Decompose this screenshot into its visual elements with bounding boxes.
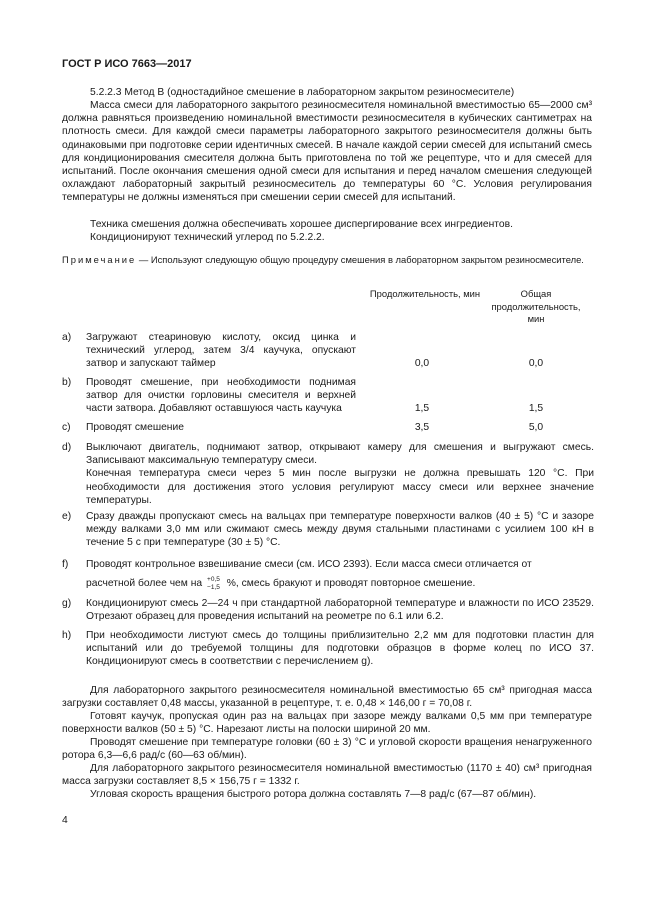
closing-paragraph-4: Для лабораторного закрытого резиносмесителя номинальной вместимостью (1170 ± 40) см³ пригодная масса загрузки составляет 8,5 × 156,75 г = 1332 г. xyxy=(62,763,592,788)
note-label: Примечание xyxy=(62,254,137,265)
step-row-a xyxy=(62,331,594,371)
paragraph-condition: Кондиционируют технический углерод по 5.2.2.2. xyxy=(90,232,325,243)
step-letter: e) xyxy=(62,511,72,522)
step-letter: a) xyxy=(62,332,72,343)
step-total: 5,0 xyxy=(528,422,544,433)
step-row-d xyxy=(62,441,594,507)
step-text-main: Выключают двигатель, поднимают затвор, открывают камеру для смешения и выгружают смесь. Записывают максимальную температуру смеси. xyxy=(86,442,594,467)
paragraph-technique: Техника смешения должна обеспечивать хорошее диспергирование всех ингредиентов. xyxy=(90,219,513,230)
step-text xyxy=(86,558,594,591)
step-row-b xyxy=(62,376,594,416)
step-letter: h) xyxy=(62,630,72,641)
step-text-main: Проводят контрольное взвешивание смеси (см. ИСО 2393). Если масса смеси отличается от xyxy=(86,559,532,570)
step-text-tolerance-line xyxy=(86,576,594,591)
step-text: Загружают стеариновую кислоту, оксид цинка и технический углерод, затем 3/4 каучука, опускают затвор и запускают таймер xyxy=(86,332,356,370)
step-letter: d) xyxy=(62,442,72,453)
note-text: — Используют следующую общую процедуру смешения в лабораторном закрытом резиносмесителе. xyxy=(136,254,584,265)
step-letter: c) xyxy=(62,422,71,433)
step-duration: 1,5 xyxy=(414,403,430,414)
document-header: ГОСТ Р ИСО 7663—2017 xyxy=(62,58,192,70)
closing-paragraph-5: Угловая скорость вращения быстрого ротора должна составлять 7—8 рад/с (67—87 об/мин). xyxy=(90,789,537,800)
step-text: Проводят смешение, при необходимости поднимая затвор для очистки горловины смесителя и верхней части затвора. Добавляют оставшуюся часть каучука xyxy=(86,377,356,415)
tolerance-minus: −1,5 xyxy=(207,583,220,591)
step-row-g xyxy=(62,597,594,625)
step-text-extra: Конечная температура смеси через 5 мин после выгрузки не должна превышать 120 °С. При необходимости для достижения этого условия регулируют массу смеси или верхнее значение температуры. xyxy=(86,468,594,506)
step-row-c xyxy=(62,421,594,435)
step-letter: f) xyxy=(62,559,69,570)
step-text-pre: расчетной более чем на xyxy=(86,578,203,590)
closing-paragraph-3: Проводят смешение при температуре головки (60 ± 3) °С и угловой скорости вращения ненагруженного ротора 6,3—6,6 рад/с (60—63 об/мин). xyxy=(62,737,592,762)
page-number: 4 xyxy=(62,815,68,826)
section-title: 5.2.2.3 Метод В (одностадийное смешение в лабораторном закрытом резиносмесителе) xyxy=(90,87,515,98)
tolerance-plus: +0,5 xyxy=(207,576,220,584)
step-duration: 0,0 xyxy=(414,358,430,369)
step-total: 0,0 xyxy=(528,358,544,369)
closing-paragraph-2: Готовят каучук, пропуская один раз на вальцах при зазоре между валками 0,5 мм при температуре поверхности валков (50 ± 5) °С. Нарезают листы на полоски шириной 20 мм. xyxy=(62,711,592,736)
paragraph-mass: Масса смеси для лабораторного закрытого резиносмесителя номинальной вместимостью 65—2000 см³ должна равняться произведению номинальной вместимости резиносмесителя в кубических сантиметрах на плотность смеси. Для каждой смеси параметры лабораторного закрытого резиносмесителя должны быть одинаковыми при подготовке серии идентичных смесей. В начале каждой серии смесей для испытаний смесь для кондиционирования смесителя должна быть приготовлена по той же рецептуре, что и для смесей для испытаний. После окончания смешения одной смеси для испытания и перед началом смешения следующей охлаждают лабораторный закрытый резиносмеситель до температуры 60 °С. Условия регулирования температуры не должны изменяться при смешении серии смесей для испытаний. xyxy=(62,100,592,204)
step-row-e xyxy=(62,510,594,550)
step-duration: 3,5 xyxy=(414,422,430,433)
step-text xyxy=(86,441,594,507)
column-header-duration: Продолжительность, мин xyxy=(369,288,481,299)
step-total: 1,5 xyxy=(528,403,544,414)
step-text: При необходимости листуют смесь до толщины приблизительно 2,2 мм для подготовки пластин для испытаний или до требуемой толщины для подготовки образцов в форме колец по ИСО 37. Кондиционируют смесь в соответствии с перечислением g). xyxy=(86,630,594,668)
column-header-total: Общая продолжительность, мин xyxy=(491,288,581,324)
step-text: Сразу дважды пропускают смесь на вальцах при температуре поверхности валков (40 ± 5) °С и зазоре между валками 3,0 мм или сжимают смесь между двумя стальными пластинами с усилием 100 кН в течение 5 с при температуре (30 ± 5) °С. xyxy=(86,511,594,549)
step-letter: b) xyxy=(62,377,72,388)
step-row-h xyxy=(62,629,594,669)
closing-paragraph-1: Для лабораторного закрытого резиносмесителя номинальной вместимостью 65 см³ пригодная масса загрузки составляет 0,48 массы, указанной в рецептуре, т. е. 0,48 × 146,00 г = 70,08 г. xyxy=(62,685,592,710)
step-text: Проводят смешение xyxy=(86,422,184,433)
tolerance xyxy=(207,576,220,591)
step-text-post: %, смесь бракуют и проводят повторное смешение. xyxy=(226,578,476,590)
step-text: Кондиционируют смесь 2—24 ч при стандартной лабораторной температуре и влажности по ИСО 23529. Отрезают образец для проведения испытаний на реометре по 6.1 или 6.2. xyxy=(86,598,594,623)
note xyxy=(62,254,592,267)
step-letter: g) xyxy=(62,598,72,609)
step-row-f xyxy=(62,558,594,592)
